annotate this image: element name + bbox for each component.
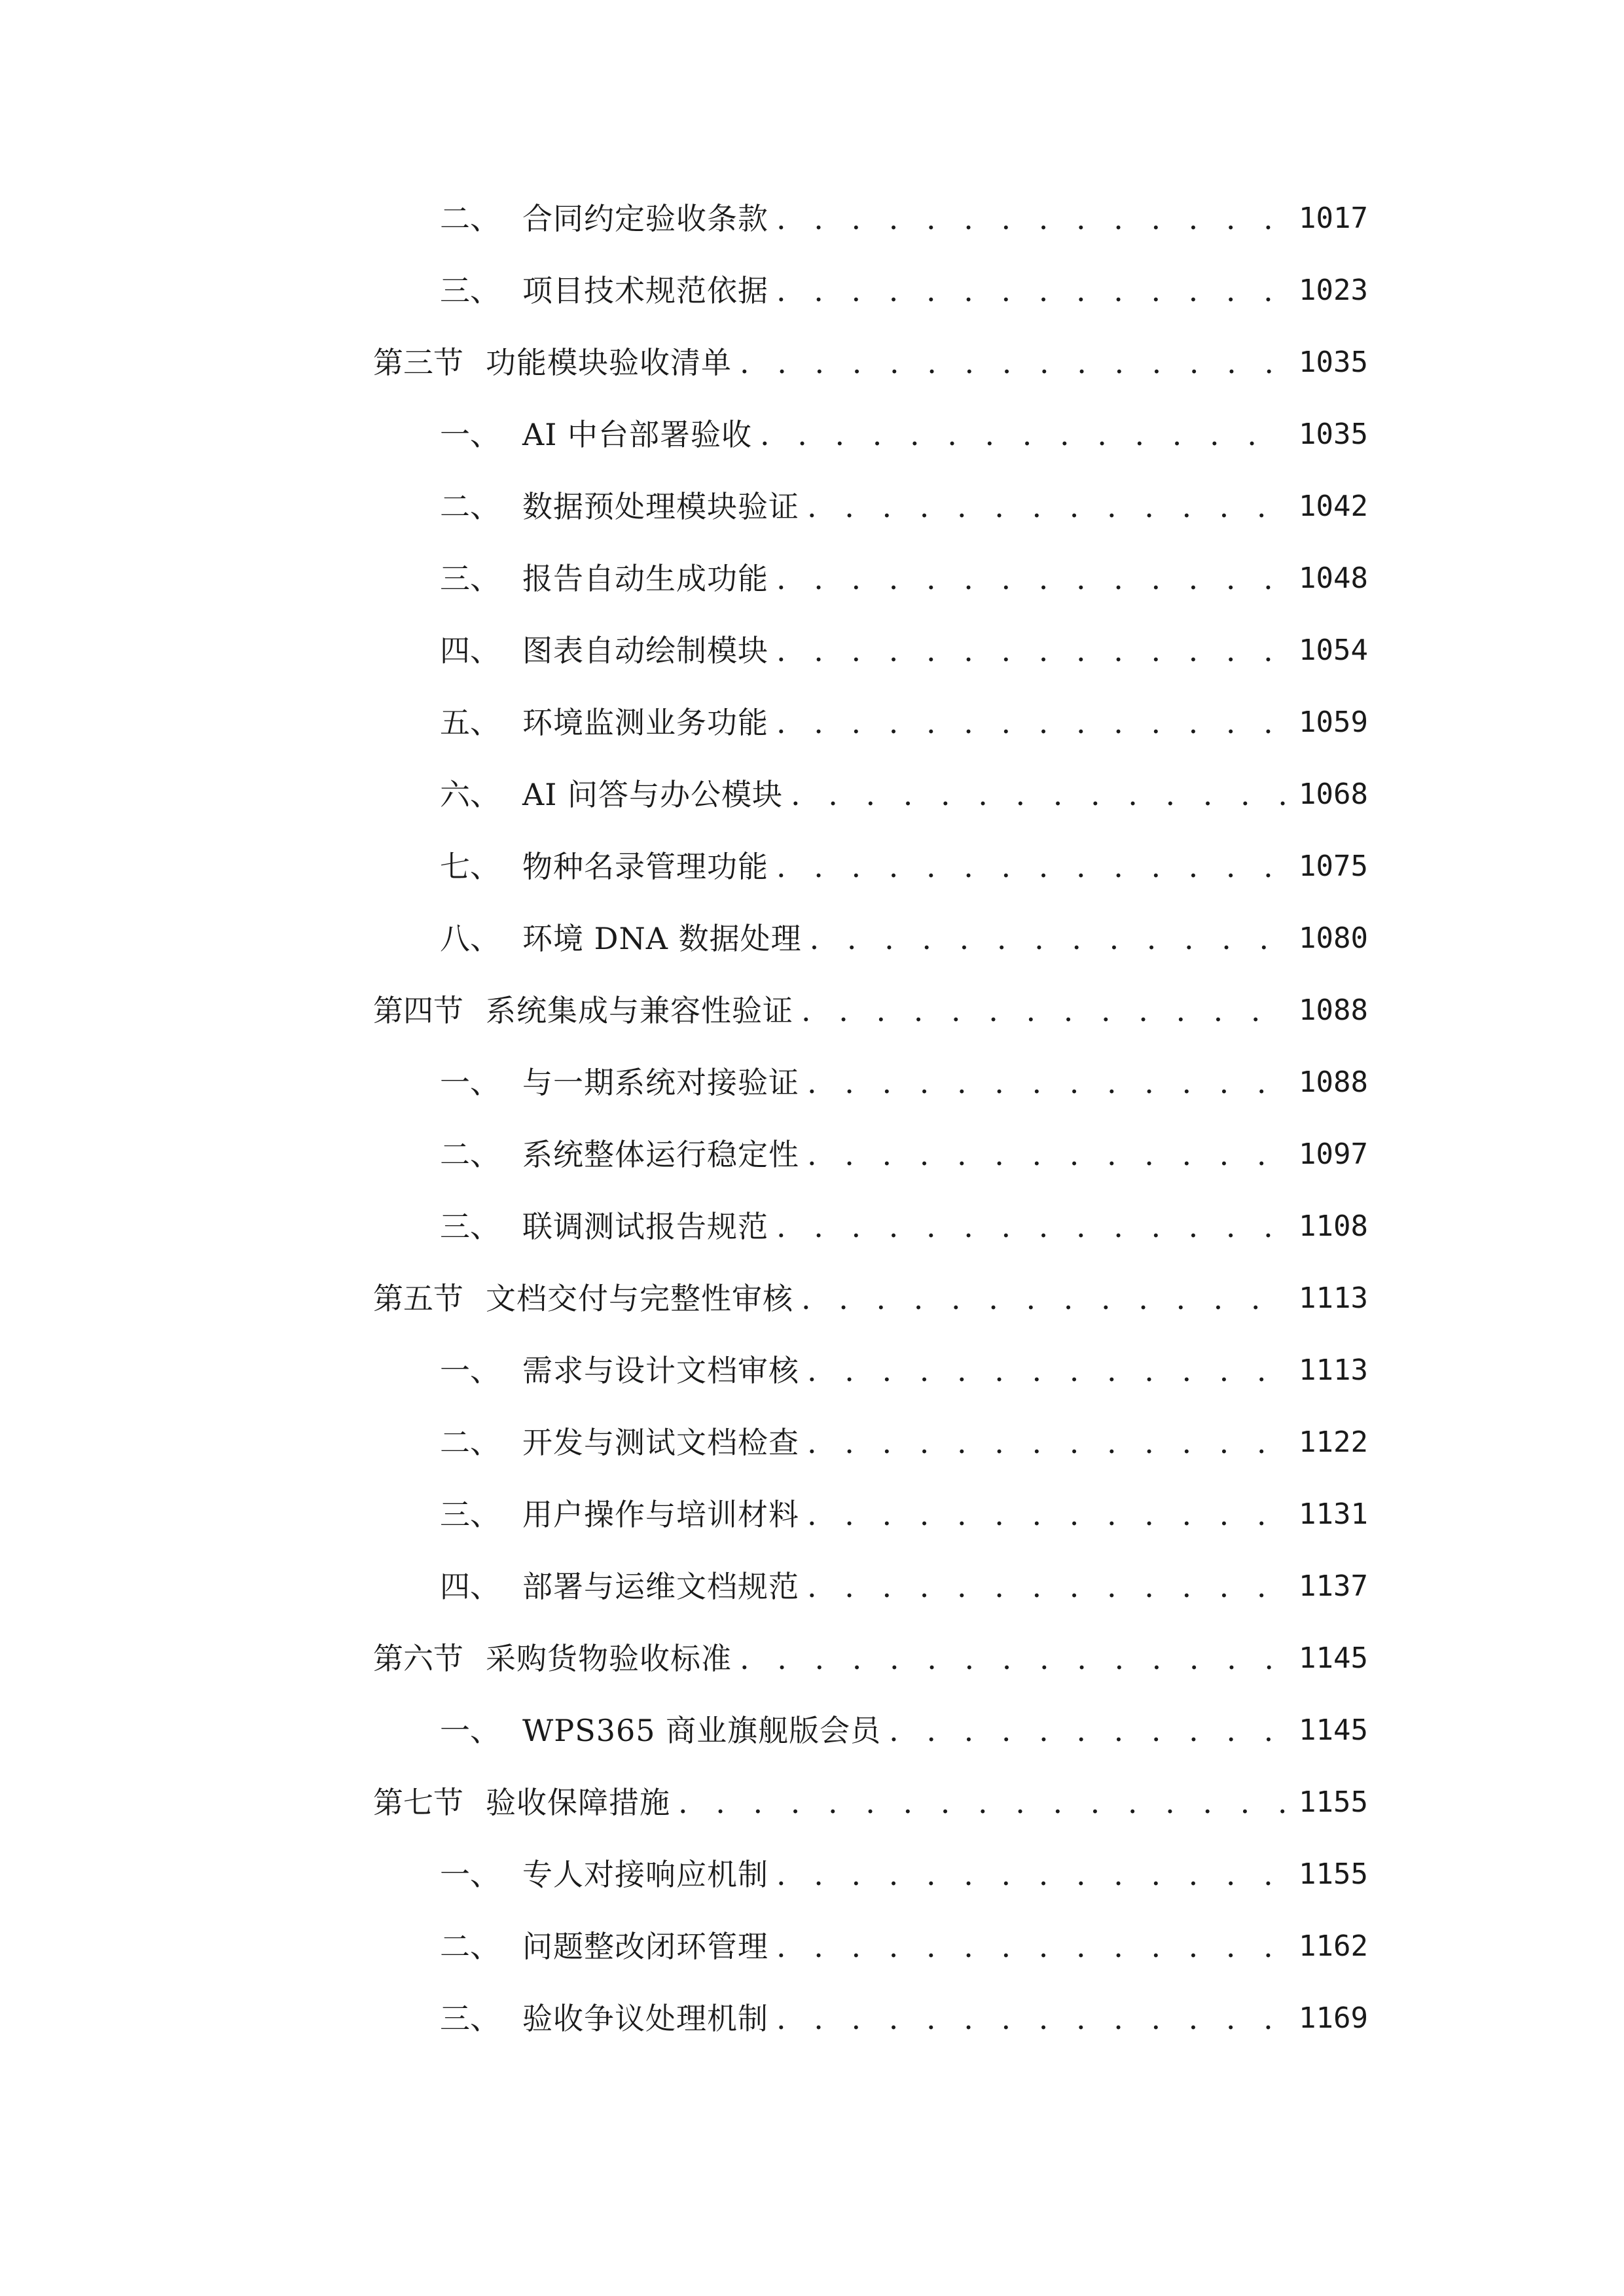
- toc-entry[interactable]: [440, 1704, 1368, 1757]
- toc-dot-leader: [776, 552, 1287, 605]
- toc-section-number: 第七节: [373, 1785, 463, 1820]
- toc-entry[interactable]: [440, 1560, 1368, 1613]
- toc-section-title: 系统集成与兼容性验证: [486, 993, 793, 1028]
- toc-entry-title: AI 中台部署验收: [522, 417, 753, 452]
- toc-page-number: 1068: [1299, 778, 1368, 811]
- toc-entry-title: 用户操作与培训材料: [522, 1497, 799, 1532]
- toc-dot-leader: [740, 336, 1287, 389]
- toc-entry-number: 八、: [440, 921, 500, 956]
- toc-dot-leader: [776, 840, 1287, 893]
- toc-page-number: 1145: [1299, 1713, 1368, 1747]
- toc-entry-number: 一、: [440, 1065, 500, 1100]
- toc-page-number: 1131: [1299, 1498, 1368, 1531]
- toc-entry-title: 联调测试报告规范: [522, 1209, 768, 1244]
- toc-entry-title: 问题整改闭环管理: [522, 1929, 768, 1964]
- toc-entry-number: 一、: [440, 417, 500, 452]
- toc-entry-title: 物种名录管理功能: [522, 849, 768, 884]
- toc-entry[interactable]: [440, 408, 1368, 461]
- toc-entry-title: 部署与运维文档规范: [522, 1569, 799, 1604]
- toc-dot-leader: [776, 1992, 1287, 2045]
- toc-dot-leader: [678, 1776, 1287, 1829]
- toc-entry[interactable]: [440, 480, 1368, 533]
- toc-entry-title: 需求与设计文档审核: [522, 1353, 799, 1388]
- toc-dot-leader: [807, 1056, 1287, 1109]
- toc-page-number: 1145: [1299, 1641, 1368, 1675]
- toc-dot-leader: [807, 1560, 1287, 1613]
- toc-dot-leader: [776, 264, 1287, 317]
- toc-entry-title: 图表自动绘制模块: [522, 633, 768, 668]
- toc-entry-number: 一、: [440, 1713, 500, 1748]
- toc-entry-number: 二、: [440, 1137, 500, 1172]
- toc-entry[interactable]: [440, 1992, 1368, 2045]
- toc-dot-leader: [807, 1488, 1287, 1541]
- toc-entry[interactable]: [440, 696, 1368, 749]
- toc-section-number: 第六节: [373, 1641, 463, 1676]
- toc-page-number: 1137: [1299, 1570, 1368, 1603]
- toc-entry[interactable]: [440, 624, 1368, 677]
- toc-entry[interactable]: [440, 1056, 1368, 1109]
- toc-dot-leader: [807, 1416, 1287, 1469]
- toc-dot-leader: [889, 1704, 1287, 1757]
- toc-section-entry[interactable]: [373, 336, 1368, 389]
- toc-entry[interactable]: [440, 552, 1368, 605]
- toc-entry-title: 报告自动生成功能: [522, 561, 768, 596]
- toc-entry-title: 与一期系统对接验证: [522, 1065, 799, 1100]
- toc-entry-number: 一、: [440, 1353, 500, 1388]
- toc-entry-number: 三、: [440, 2001, 500, 2036]
- toc-entry[interactable]: [440, 1200, 1368, 1253]
- toc-entry-number: 五、: [440, 705, 500, 740]
- toc-page-number: 1113: [1299, 1354, 1368, 1387]
- toc-entry-number: 一、: [440, 1857, 500, 1892]
- toc-dot-leader: [740, 1632, 1287, 1685]
- toc-dot-leader: [801, 1272, 1287, 1325]
- toc-entry-number: 二、: [440, 1929, 500, 1964]
- toc-entry-number: 四、: [440, 1569, 500, 1604]
- toc-dot-leader: [807, 1344, 1287, 1397]
- toc-dot-leader: [791, 768, 1287, 821]
- toc-page-number: 1155: [1299, 1785, 1368, 1819]
- toc-entry-title: 系统整体运行稳定性: [522, 1137, 799, 1172]
- toc-page-number: 1075: [1299, 850, 1368, 883]
- toc-entry[interactable]: [440, 1488, 1368, 1541]
- toc-dot-leader: [776, 192, 1287, 245]
- toc-entry-number: 三、: [440, 273, 500, 308]
- toc-entry[interactable]: [440, 912, 1368, 965]
- toc-entry-title: 环境 DNA 数据处理: [522, 921, 802, 956]
- toc-section-title: 采购货物验收标准: [486, 1641, 732, 1676]
- toc-entry-title: 专人对接响应机制: [522, 1857, 768, 1892]
- toc-entry-number: 三、: [440, 1497, 500, 1532]
- toc-dot-leader: [807, 480, 1287, 533]
- toc-dot-leader: [807, 1128, 1287, 1181]
- toc-page-number: 1035: [1299, 418, 1368, 451]
- toc-section-number: 第四节: [373, 993, 463, 1028]
- toc-entry-number: 三、: [440, 1209, 500, 1244]
- toc-page-number: 1169: [1299, 2001, 1368, 2035]
- toc-entry-number: 七、: [440, 849, 500, 884]
- toc-page-number: 1023: [1299, 274, 1368, 307]
- toc-entry[interactable]: [440, 768, 1368, 821]
- toc-entry-number: 二、: [440, 1425, 500, 1460]
- toc-dot-leader: [760, 408, 1287, 461]
- toc-section-entry[interactable]: [373, 984, 1368, 1037]
- toc-entry[interactable]: [440, 840, 1368, 893]
- toc-entry-title: 环境监测业务功能: [522, 705, 768, 740]
- toc-page-number: 1054: [1299, 634, 1368, 667]
- toc-entry[interactable]: [440, 264, 1368, 317]
- toc-page-number: 1088: [1299, 994, 1368, 1027]
- toc-entry-title: 验收争议处理机制: [522, 2001, 768, 2036]
- toc-page-number: 1113: [1299, 1282, 1368, 1315]
- toc-dot-leader: [776, 1200, 1287, 1253]
- toc-section-entry[interactable]: [373, 1272, 1368, 1325]
- toc-entry-title: 数据预处理模块验证: [522, 489, 799, 524]
- toc-section-entry[interactable]: [373, 1776, 1368, 1829]
- toc-entry[interactable]: [440, 1128, 1368, 1181]
- toc-page-number: 1048: [1299, 562, 1368, 595]
- toc-dot-leader: [801, 984, 1287, 1037]
- toc-page-number: 1035: [1299, 346, 1368, 379]
- toc-entry-number: 二、: [440, 201, 500, 236]
- toc-page-number: 1122: [1299, 1426, 1368, 1459]
- toc-page-number: 1017: [1299, 202, 1368, 235]
- toc-section-number: 第三节: [373, 345, 463, 380]
- toc-section-title: 文档交付与完整性审核: [486, 1281, 793, 1316]
- toc-page-number: 1162: [1299, 1929, 1368, 1963]
- toc-entry-title: 开发与测试文档检查: [522, 1425, 799, 1460]
- toc-page-number: 1108: [1299, 1210, 1368, 1243]
- toc-entry-number: 六、: [440, 777, 500, 812]
- toc-page-number: 1097: [1299, 1138, 1368, 1171]
- toc-entry[interactable]: [440, 1344, 1368, 1397]
- toc-entry[interactable]: [440, 1920, 1368, 1973]
- toc-section-title: 功能模块验收清单: [486, 345, 732, 380]
- toc-section-entry[interactable]: [373, 1632, 1368, 1685]
- toc-section-number: 第五节: [373, 1281, 463, 1316]
- toc-dot-leader: [776, 1848, 1287, 1901]
- toc-entry-title: 项目技术规范依据: [522, 273, 768, 308]
- toc-dot-leader: [776, 1920, 1287, 1973]
- toc-entry-number: 三、: [440, 561, 500, 596]
- toc-dot-leader: [810, 912, 1287, 965]
- toc-entry-number: 二、: [440, 489, 500, 524]
- toc-entry[interactable]: [440, 1848, 1368, 1901]
- toc-dot-leader: [776, 696, 1287, 749]
- toc-dot-leader: [776, 624, 1287, 677]
- toc-page-number: 1080: [1299, 922, 1368, 955]
- toc-entry[interactable]: [440, 192, 1368, 245]
- toc-page-number: 1059: [1299, 706, 1368, 739]
- toc-entry-title: WPS365 商业旗舰版会员: [522, 1713, 882, 1748]
- toc-entry-number: 四、: [440, 633, 500, 668]
- toc-section-title: 验收保障措施: [486, 1785, 670, 1820]
- toc-entry-title: AI 问答与办公模块: [522, 777, 784, 812]
- toc-entry[interactable]: [440, 1416, 1368, 1469]
- toc-page-number: 1155: [1299, 1857, 1368, 1891]
- toc-page-number: 1088: [1299, 1066, 1368, 1099]
- toc-entry-title: 合同约定验收条款: [522, 201, 768, 236]
- toc-page-number: 1042: [1299, 490, 1368, 523]
